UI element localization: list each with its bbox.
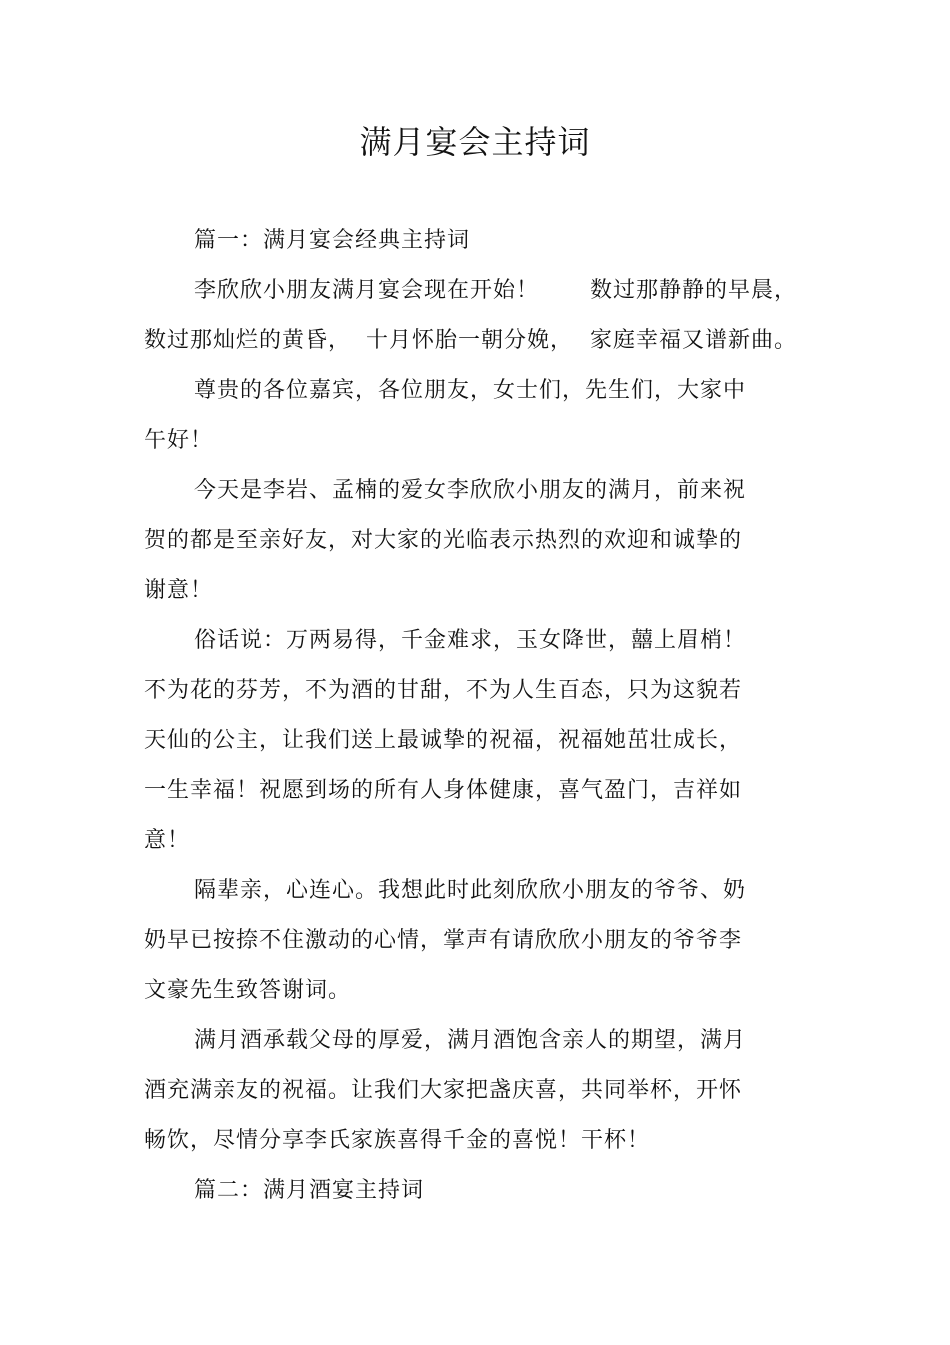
paragraph-line: 满月酒承载父母的厚爱，满月酒饱含亲人的期望，满月 <box>194 1028 747 1053</box>
document-title: 满月宴会主持词 <box>359 123 591 161</box>
paragraph-line: 尊贵的各位嘉宾，各位朋友，女士们，先生们，大家中 <box>194 378 747 403</box>
paragraph-line: 俗话说：万两易得，千金难求，玉女降世，囍上眉梢！ <box>194 628 747 653</box>
paragraph-line: 酒充满亲友的祝福。让我们大家把盏庆喜，共同举杯，开怀 <box>144 1078 743 1103</box>
paragraph-line: 畅饮，尽情分享李氏家族喜得千金的喜悦！干杯！ <box>144 1128 651 1153</box>
paragraph-1-segment-4: 十月怀胎一朝分娩， <box>366 328 574 353</box>
paragraph-line: 今天是李岩、孟楠的爱女李欣欣小朋友的满月，前来祝 <box>194 478 747 503</box>
paragraph-line: 谢意！ <box>144 578 214 603</box>
paragraph-line: 一生幸福！祝愿到场的所有人身体健康，喜气盈门，吉祥如 <box>144 778 743 803</box>
paragraph-line: 不为花的芬芳，不为酒的甘甜，不为人生百态，只为这貌若 <box>144 678 743 703</box>
paragraph-line: 午好！ <box>144 428 214 453</box>
paragraph-line: 奶早已按捺不住激动的心情，掌声有请欣欣小朋友的爷爷李 <box>144 928 743 953</box>
paragraph-1-segment-3: 数过那灿烂的黄昏， <box>144 328 352 353</box>
paragraph-1-segment-5: 家庭幸福又谱新曲。 <box>590 328 798 353</box>
paragraph-line: 天仙的公主，让我们送上最诚挚的祝福，祝福她茁壮成长， <box>144 728 743 753</box>
section-heading-1: 篇一：满月宴会经典主持词 <box>194 228 471 253</box>
paragraph-1-segment-1: 李欣欣小朋友满月宴会现在开始！ <box>194 278 540 303</box>
paragraph-1-segment-2: 数过那静静的早晨， <box>590 278 798 303</box>
paragraph-line: 意！ <box>144 828 191 853</box>
paragraph-line: 文豪先生致答谢词。 <box>144 978 352 1003</box>
paragraph-line: 隔辈亲，心连心。我想此时此刻欣欣小朋友的爷爷、奶 <box>194 878 747 903</box>
paragraph-line: 贺的都是至亲好友，对大家的光临表示热烈的欢迎和诚挚的 <box>144 528 743 553</box>
section-heading-2: 篇二：满月酒宴主持词 <box>194 1178 425 1203</box>
